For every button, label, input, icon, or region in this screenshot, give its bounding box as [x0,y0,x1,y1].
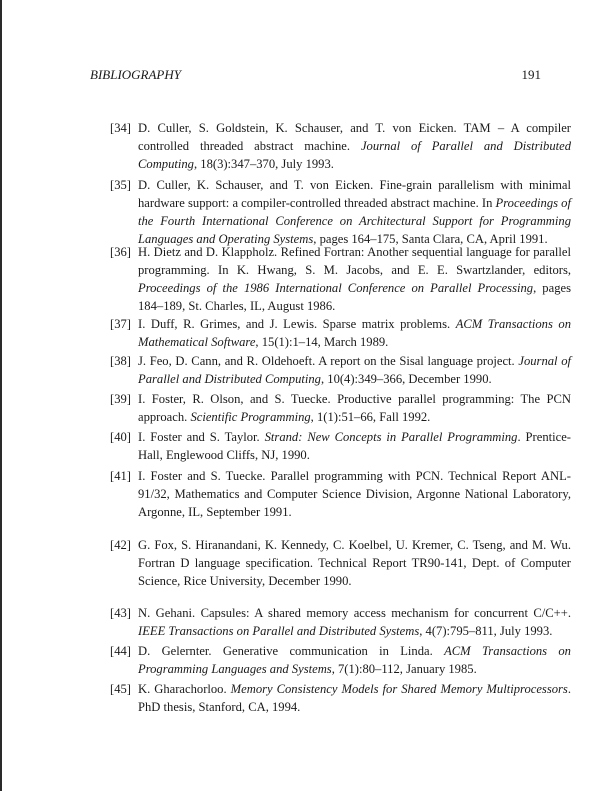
reference-entry [110,390,571,426]
reference-details: . PhD thesis, Stanford, CA, 1994. [138,682,571,714]
reference-number: [44] [110,644,131,658]
reference-number: [41] [110,469,131,483]
reference-number: [45] [110,682,131,696]
reference-venue: Journal of Parallel and Distributed Computing [138,354,571,386]
reference-text: H. Dietz and D. Klappholz. Refined Fortran: Another sequential language for parallel programming. In K. Hwang, S. M. Jacobs, and E. E. Swartzlander, editors, [138,245,571,277]
reference-number: [42] [110,538,131,552]
reference-text: D. Culler, K. Schauser, and T. von Eicken. Fine-grain parallelism with minimal hardware support: a compiler-controlled threaded abstract machine. In [138,178,571,210]
reference-number: [39] [110,392,131,406]
reference-text: I. Duff, R. Grimes, and J. Lewis. Sparse matrix problems. [138,317,456,331]
reference-entry [110,428,571,464]
reference-text: I. Foster and S. Taylor. [138,430,265,444]
reference-text: D. Gelernter. Generative communication in Linda. [138,644,445,658]
reference-details: , 18(3):347–370, July 1993. [193,157,334,171]
running-title: BIBLIOGRAPHY [90,67,181,82]
reference-text: D. Culler, S. Goldstein, K. Schauser, and T. von Eicken. TAM – A compiler controlled threaded abstract machine. [138,121,571,153]
reference-entry [110,604,571,640]
reference-entry [110,642,571,678]
reference-venue: Proceedings of the 1986 International Conference on Parallel Processing [138,281,534,295]
reference-text: K. Gharachorloo. [138,682,231,696]
reference-text: I. Foster, R. Olson, and S. Tuecke. Productive parallel programming: The PCN approach. [138,392,571,424]
reference-venue: Memory Consistency Models for Shared Memory Multiprocessors [230,682,568,696]
reference-number: [37] [110,317,131,331]
reference-entry [110,119,571,173]
reference-venue: ACM Transactions on Mathematical Software [138,317,571,349]
reference-venue: Strand: New Concepts in Parallel Programming [264,430,518,444]
reference-venue: Proceedings of the Fourth International Conference on Architectural Support for Programming Languages and Operating Systems [138,196,571,246]
reference-details: , pages 184–189, St. Charles, IL, August 1986. [138,281,571,313]
reference-entry [110,352,571,388]
reference-text: N. Gehani. Capsules: A shared memory access mechanism for concurrent C/C++. [138,606,571,620]
reference-venue: IEEE Transactions on Parallel and Distributed Systems [138,624,420,638]
reference-details: , 7(1):80–112, January 1985. [331,662,477,676]
reference-number: [38] [110,354,131,368]
reference-text: G. Fox, S. Hiranandani, K. Kennedy, C. Koelbel, U. Kremer, C. Tseng, and M. Wu. Fortran D language specification. Technical Report TR90-141, Dept. of Computer Science, Rice University, December 1990. [138,538,571,588]
reference-entry [110,243,571,315]
reference-details: . Prentice-Hall, Englewood Cliffs, NJ, 1990. [138,430,571,462]
reference-number: [34] [110,121,131,135]
reference-venue: Journal of Parallel and Distributed Computing [138,139,572,171]
reference-number: [40] [110,430,131,444]
reference-details: , 4(7):795–811, July 1993. [419,624,553,638]
reference-details: , 15(1):1–14, March 1989. [255,335,389,349]
reference-venue: Scientific Programming [190,410,311,424]
reference-text: I. Foster and S. Tuecke. Parallel programming with PCN. Technical Report ANL-91/32, Mathematics and Computer Science Division, Argonne National Laboratory, Argonne, IL, September 1991. [138,469,571,519]
running-header [90,67,541,85]
reference-number: [36] [110,245,131,259]
reference-entry [110,467,571,521]
reference-number: [43] [110,606,131,620]
page-edge-line [0,0,2,791]
page-number: 191 [521,67,541,82]
reference-number: [35] [110,178,131,192]
reference-entry [110,315,571,351]
reference-details: , 10(4):349–366, December 1990. [320,372,492,386]
reference-details: , 1(1):51–66, Fall 1992. [310,410,431,424]
reference-venue: ACM Transactions on Programming Languages and Systems [138,644,571,676]
reference-entry [110,680,571,716]
reference-details: , pages 164–175, Santa Clara, CA, April 1991. [313,232,548,246]
reference-text: J. Feo, D. Cann, and R. Oldehoeft. A report on the Sisal language project. [138,354,519,368]
reference-entry [110,536,571,590]
reference-entry [110,176,571,248]
